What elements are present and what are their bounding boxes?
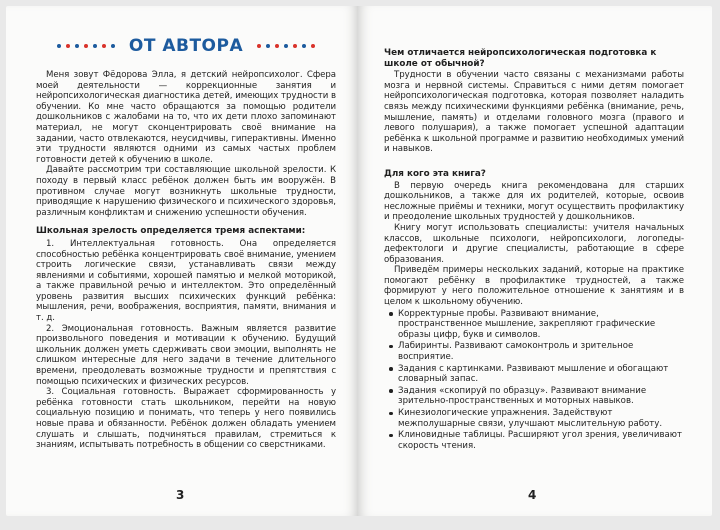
task-list [384,309,684,452]
aspect-intellectual: 1. Интеллектуальная готовность. Она определяется способностью ребёнка концентрировать своё внимание, умением строить логические связи, устанавливать связи между явлениями и событиями, хорошей памятью и мелкой моторикой, а также правильной речью и интеллектом. Это определённый уровень развития высших психических функций ребёнка: мышления, речи, воображения, восприятия, памяти, внимания и т. д. [36,238,336,324]
readiness-paragraph: Давайте рассмотрим три составляющие школьной зрелости. К походу в первый класс ребёнок должен быть им вооружён. В противном случае могут возникнуть школьные трудности, приводящие к нарушению физического и психического здоровья, различным конфликтам и снижению успешности обучения. [36,165,336,218]
aspect-emotional: 2. Эмоциональная готовность. Важным является развитие произвольного поведения и мотивации к обучению. Будущий школьник должен уметь сдерживать свои эмоции, выполнять не слишком интересные для него задачи в течение длительного времени, преодолевать возможные трудности и препятствия с помощью психических и физических ресурсов. [36,323,336,387]
list-item: Задания с картинками. Развивают мышление и обогащают словарный запас. [398,364,684,385]
examples-paragraph: Приведём примеры нескольких заданий, которые на практике помогают ребёнку в профилактике трудностей, а также формируют у него положительное отношение к занятиям и в целом к школьному обучению. [384,265,684,308]
specialists-paragraph: Книгу могут использовать специалисты: учителя начальных классов, школьные психологи, нейропсихологи, логопеды-дефектологи и другие специалисты, работающие в сфере образования. [384,222,684,265]
audience-heading: Для кого эта книга? [384,168,486,179]
list-item: Лабиринты. Развивают самоконтроль и зрительное восприятие. [398,341,684,362]
page-number: 3 [176,488,185,502]
decorative-dots-left [57,44,115,48]
list-item: Кинезиологические упражнения. Задействуют межполушарные связи, улучшают мыслительную работу. [398,408,684,429]
list-item: Клиновидные таблицы. Расширяют угол зрения, увеличивают скорость чтения. [398,430,683,451]
question-heading: Чем отличается нейропсихологическая подготовка к школе от обычной? [384,48,657,69]
intro-paragraph: Меня зовут Фёдорова Элла, я детский нейропсихолог. Сфера моей деятельности — коррекционные занятия и нейропсихологическая диагностика детей, имеющих трудности в обучении. Ко мне часто обращаются за помощью родители дошкольников с жалобами на то, что их дети плохо запоминают материал, не могут сконцентрировать своё внимание на задании, часто отвлекаются, неусидчивы, гиперактивны. Именно эти трудности являются одними из самых частых проблем готовности детей к обучению в школе. [36,70,336,165]
right-page [358,6,712,516]
left-page [6,6,358,516]
page-title: ОТ АВТОРА [128,36,244,56]
audience-paragraph: В первую очередь книга рекомендована для старших дошкольников, а также для их родителей, которые, освоив несложные приёмы и техники, могут осуществить профилактику и преодоление школьных трудностей у дошкольников. [384,180,684,223]
decorative-dots-right [257,44,315,48]
aspect-social: 3. Социальная готовность. Выражает сформированность у ребёнка готовности стать школьником, перейти на новую социальную позицию и понимать, что теперь у него появились новые права и обязанности. Ребёнок должен обладать умением слушать и слышать, подчиняться правилам, стремиться к знаниям, испытывать потребность в общении со сверстниками. [36,387,336,451]
list-item: Корректурные пробы. Развивают внимание, пространственное мышление, закрепляют графические образы цифр, букв и символов. [398,309,684,341]
list-item: Задания «скопируй по образцу». Развивают внимание зрительно-пространственных и моторных навыков. [398,386,684,407]
aspects-subheading: Школьная зрелость определяется тремя аспектами: [36,226,306,237]
neuro-paragraph: Трудности в обучении часто связаны с механизмами работы мозга и нервной системы. Справиться с ними детям помогает нейропсихологическая подготовка, которая позволяет наладить связь между психическими функциями ребёнка (внимание, речь, мышление, память) и отделами головного мозга (правого и левого полушария), а также помогает успешной адаптации ребёнка к школьной программе и развитию необходимых умений и навыков. [384,70,684,155]
section-header [36,36,336,56]
page-number: 4 [528,488,537,502]
